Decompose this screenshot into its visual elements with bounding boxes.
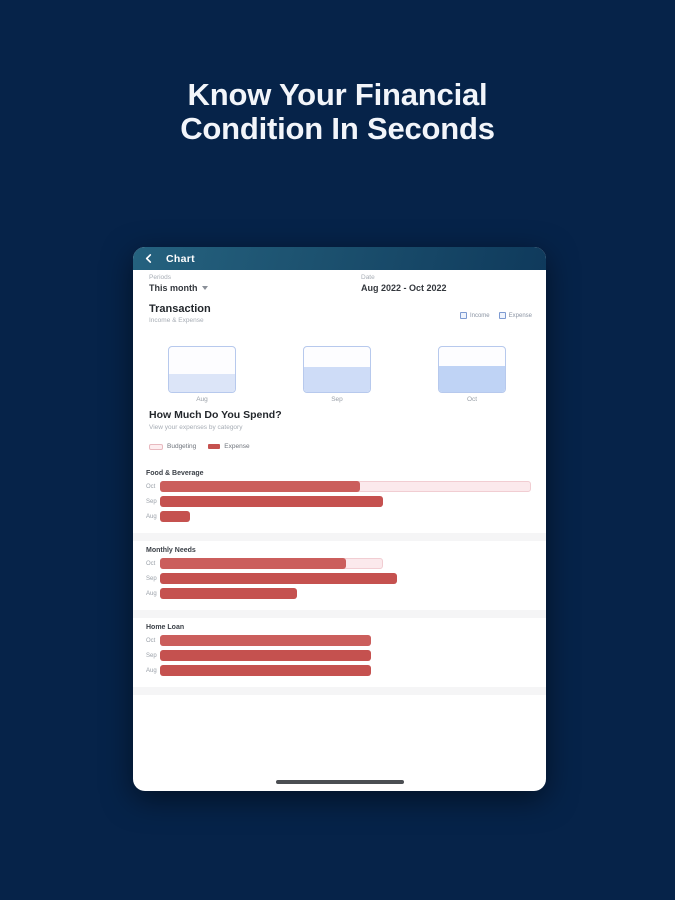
month-box [168,346,236,393]
income-label: Income [469,312,490,319]
month-fill-chart [133,346,546,403]
bar-track [160,573,531,584]
expense-label: Expense [224,443,250,450]
bar-track [160,511,531,522]
checkbox-icon [499,312,506,319]
headline [0,78,675,146]
filters-row [149,274,530,300]
expense-label: Expense [508,312,532,319]
income-checkbox[interactable] [460,312,490,319]
expense-bar [160,573,397,584]
home-indicator[interactable] [276,780,404,784]
bar-track [160,650,531,661]
spend-sections [133,464,546,695]
page-title: Chart [166,252,195,265]
bar-row-label: Oct [146,637,156,644]
back-icon[interactable] [144,254,153,263]
month-column-oct [438,346,506,403]
bar-row-label: Sep [146,652,157,659]
expense-bar [160,635,371,646]
transaction-title: Transaction [149,303,211,315]
month-label: Aug [196,396,208,403]
bar-row [133,665,546,676]
expense-bar [160,496,383,507]
bar-row-label: Aug [146,513,157,520]
bar-row-label: Oct [146,560,156,567]
bar-row [133,558,546,569]
bar-row [133,481,546,492]
bar-row [133,573,546,584]
bar-row [133,588,546,599]
section-label: Home Loan [146,624,185,631]
month-label: Sep [331,396,343,403]
month-column-aug [168,346,236,403]
legend-expense [208,443,249,450]
bar-row-label: Aug [146,590,157,597]
expense-bar [160,650,371,661]
month-column-sep [303,346,371,403]
transaction-subtitle: Income & Expense [149,317,204,324]
expense-bar [160,558,346,569]
bar-row-label: Aug [146,667,157,674]
date-label: Date [361,274,375,281]
bar-track [160,665,531,676]
bar-row-label: Sep [146,575,157,582]
app-bar [133,247,546,270]
expense-bar [160,665,371,676]
legend-budgeting [149,443,196,450]
bar-row-label: Oct [146,483,156,490]
budgeting-label: Budgeting [167,443,197,450]
section-divider [133,610,546,618]
bar-row [133,511,546,522]
bar-track [160,558,531,569]
headline-line-1: Know Your Financial [187,77,488,112]
month-box [438,346,506,393]
headline-line-2: Condition In Seconds [180,111,495,146]
spend-section-home-loan [133,618,546,687]
expense-bar [160,481,360,492]
month-box-fill [169,374,235,392]
expense-bar [160,511,190,522]
section-divider [133,533,546,541]
month-label: Oct [466,396,478,403]
bar-track [160,481,531,492]
bar-track [160,496,531,507]
transaction-header [149,303,532,324]
spend-subtitle: View your expenses by category [149,424,243,431]
budgeting-swatch-icon [149,444,163,450]
date-value: Aug 2022 - Oct 2022 [361,283,447,293]
app-screenshot [133,247,546,791]
checkbox-icon [460,312,467,319]
month-box [303,346,371,393]
bar-row-label: Sep [146,498,157,505]
month-box-fill [439,366,505,392]
period-dropdown[interactable] [149,274,530,293]
bar-row [133,650,546,661]
spend-header [149,409,282,431]
section-label: Food & Beverage [146,470,204,477]
bar-row [133,635,546,646]
expense-swatch-icon [208,444,220,449]
spend-section-food-beverage [133,464,546,533]
section-divider [133,687,546,695]
bar-track [160,635,531,646]
transaction-legend [460,312,532,319]
bar-row [133,496,546,507]
expense-bar [160,588,297,599]
spend-legend [149,443,250,450]
bar-track [160,588,531,599]
month-box-fill [304,367,370,392]
section-label: Monthly Needs [146,547,196,554]
expense-checkbox[interactable] [499,312,532,319]
chevron-down-icon [202,286,208,290]
spend-title: How Much Do You Spend? [149,409,282,421]
spend-section-monthly-needs [133,541,546,610]
date-field[interactable] [361,274,447,293]
period-label: Periods [149,274,172,281]
period-value: This month [149,283,198,293]
